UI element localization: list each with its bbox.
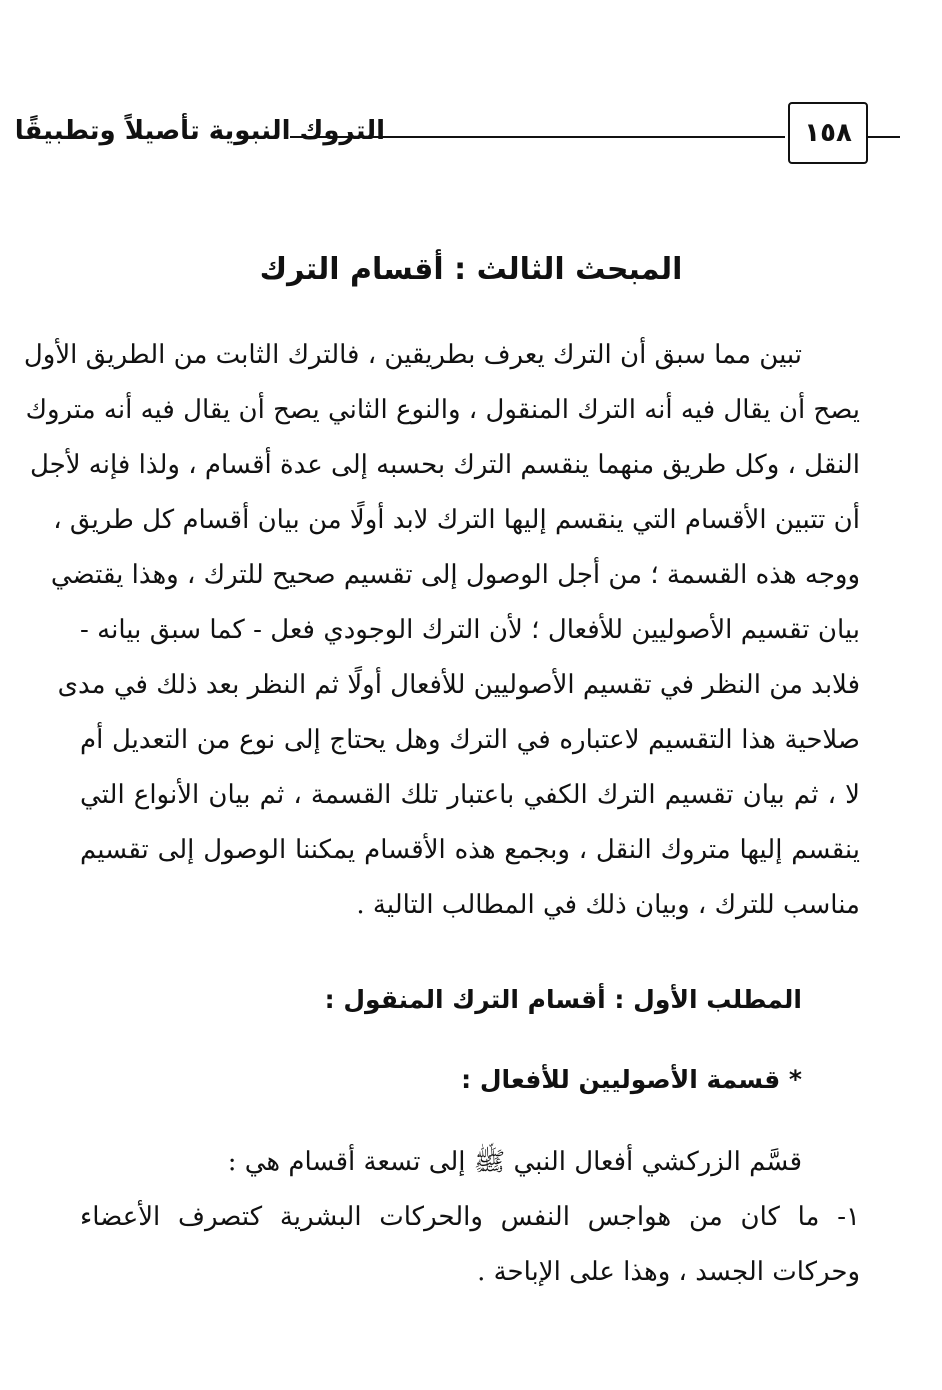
paragraph-line: أن تتبين الأقسام التي ينقسم إليها الترك لابد أولًا من بيان أقسام كل طريق ،	[53, 505, 860, 535]
paragraph-line: مناسب للترك ، وبيان ذلك في المطالب التالية .	[356, 890, 860, 920]
paragraph-line: ووجه هذه القسمة ؛ من أجل الوصول إلى تقسيم صحيح للترك ، وهذا يقتضي	[50, 560, 860, 590]
running-title: التروك النبوية تأصيلاً وتطبيقًا	[14, 116, 385, 146]
header-rule-right	[868, 136, 900, 138]
list-item-line: وحركات الجسد ، وهذا على الإباحة .	[477, 1257, 860, 1287]
intro-paragraph	[23, 328, 860, 933]
paragraph-line: لا ، ثم بيان تقسيم الترك الكفي باعتبار تلك القسمة ، ثم بيان الأنواع التي	[80, 780, 860, 810]
subheading-usuli-division: * قسمة الأصوليين للأفعال :	[461, 1065, 802, 1094]
page-number: ١٥٨	[804, 118, 852, 148]
list-item-line: ١- ما كان من هواجس النفس والحركات البشرية كتصرف الأعضاء	[80, 1202, 860, 1232]
paragraph-line: ينقسم إليها متروك النقل ، وبجمع هذه الأقسام يمكننا الوصول إلى تقسيم	[80, 835, 860, 865]
paragraph-line: فلابد من النظر في تقسيم الأصوليين للأفعال أولًا ثم النظر بعد ذلك في مدى	[57, 670, 860, 700]
zarkashi-paragraph	[80, 1135, 860, 1300]
page-number-box	[788, 102, 868, 164]
subheading-first-matlab: المطلب الأول : أقسام الترك المنقول :	[324, 985, 802, 1014]
paragraph-line: تبين مما سبق أن الترك يعرف بطريقين ، فالترك الثابت من الطريق الأول	[23, 340, 802, 370]
paragraph-line: صلاحية هذا التقسيم لاعتباره في الترك وهل يحتاج إلى نوع من التعديل أم	[80, 725, 860, 755]
section-title: المبحث الثالث : أقسام الترك	[259, 252, 683, 287]
paragraph-line: قسَّم الزركشي أفعال النبي ﷺ إلى تسعة أقسام هي :	[227, 1147, 802, 1177]
running-header	[14, 96, 860, 176]
paragraph-line: النقل ، وكل طريق منهما ينقسم الترك بحسبه إلى عدة أقسام ، ولذا فإنه لأجل	[29, 450, 860, 480]
paragraph-line: يصح أن يقال فيه أنه الترك المنقول ، والنوع الثاني يصح أن يقال فيه أنه متروك	[25, 395, 860, 425]
paragraph-line: بيان تقسيم الأصوليين للأفعال ؛ لأن الترك الوجودي فعل - كما سبق بيانه -	[80, 615, 860, 645]
